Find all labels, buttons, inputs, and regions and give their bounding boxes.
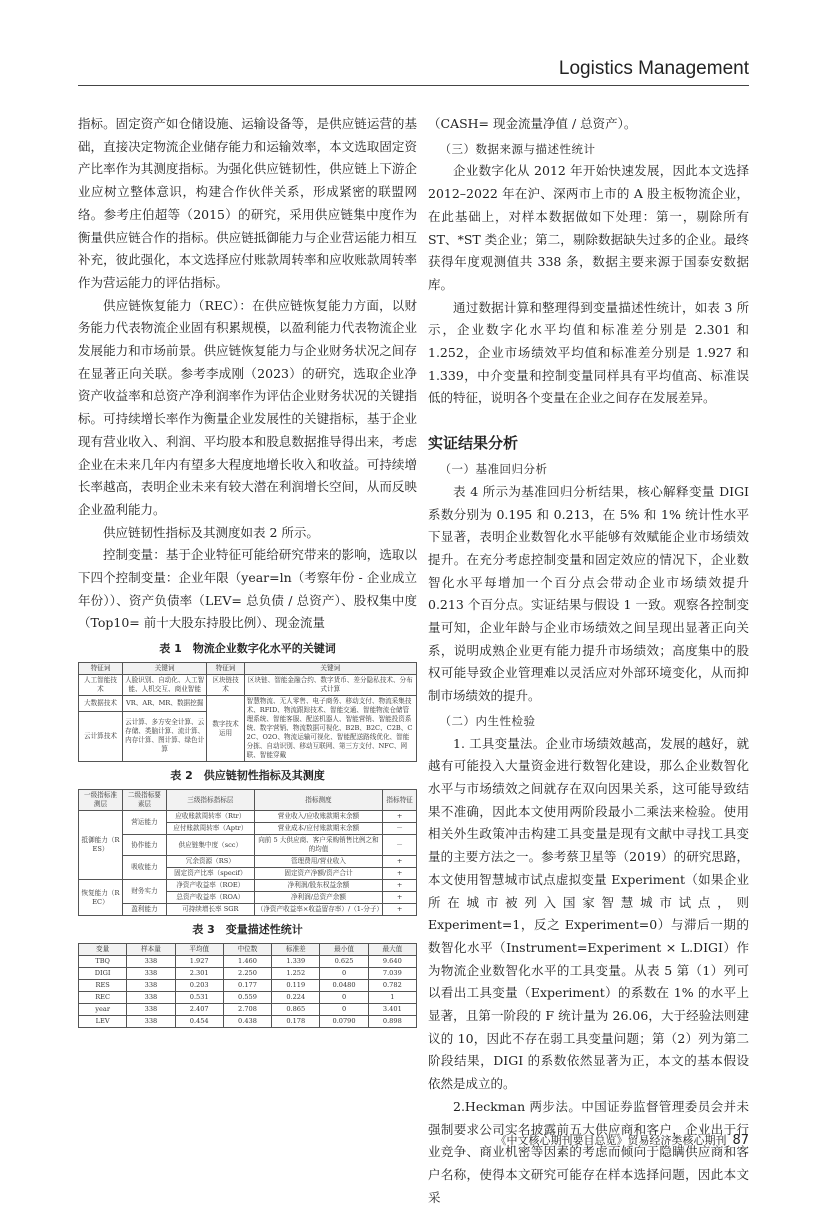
table3-caption: 表 3 变量描述性统计 [192, 923, 303, 937]
table-header: 特征词 [79, 663, 123, 675]
table-header: 指标测度 [254, 790, 382, 811]
table-cell: 0.0790 [320, 1016, 368, 1028]
table-cell: 0.865 [272, 1004, 320, 1016]
table-cell: 净资产收益率（ROE） [166, 880, 254, 892]
table-cell: 管理费用/营业收入 [254, 856, 382, 868]
journal-title: Logistics Management [558, 58, 749, 79]
table-cell: 固定资产比率（specif） [166, 868, 254, 880]
table-cell: 协作能力 [122, 835, 166, 856]
paragraph: 供应链恢复能力（REC）：在供应链恢复能力方面，以财务能力代表物流企业固有积累规模，以盈利能力代表物流企业发展能力和市场前景。供应链恢复能力与企业财务状况之间存在显著正向关联。参考李成刚（2023）的研究，选取企业净资产收益率和总资产净利润率作为评估企业财务状况的关键指标。可持续增长率作为衡量企业发展性的关键指标，基于企业现有营业收入、利润、平均股本和股息数据推导得出来，考虑企业在未来几年内有望多大程度地增长收入和收益。可持续增长率越高，表明企业未来有较大潜在利润增长空间，从而反映企业盈利能力。 [78, 297, 417, 517]
paragraph: 2.Heckman 两步法。中国证券监督管理委员会并未强制要求公司实名披露前五大供应商和客户，企业出于行业竞争、商业机密等因素的考虑而倾向于隐瞒供应商和客户名称，使得本文研究可能存在样本选择问题，因此本文采 [428, 1098, 749, 1205]
table-cell: 冗余资源（RS） [166, 856, 254, 868]
table1-caption: 表 1 物流企业数字化水平的关键词 [159, 642, 336, 656]
table-cell: 恢复能力（REC） [79, 880, 123, 916]
table-cell: 应收账款周转率（Rtr） [166, 811, 254, 823]
table-cell: 2.301 [175, 968, 223, 980]
table-cell: 0.203 [175, 980, 223, 992]
footer-text: 《中文核心期刊要目总览》贸易经济类核心期刊 [495, 1134, 727, 1147]
table-cell: 云计算技术 [79, 711, 123, 761]
table-cell: 数字技术运用 [207, 696, 244, 762]
table-cell: 抵御能力（RES） [79, 811, 123, 880]
table-cell: + [383, 868, 417, 880]
table-cell: 0.438 [223, 1016, 271, 1028]
table-header: 变量 [79, 944, 127, 956]
table-row [79, 1016, 417, 1028]
page-number: 87 [732, 1133, 749, 1148]
table-cell: 智慧物流、无人零售、电子商务、移动支付、物流采集技术、RFID、物流跟踪技术、智能交通、智能物流仓储管理系统、智能客服、配送机器人、智能营销、智能投资系统、数字营销、物流数据可视化、B2B、B2C、C2B、C2C、O2O、物流运输可视化、智能配送路线优化、智能分拣、自动识别、移动互联网、第三方支付、NFC、网联、智能穿戴 [244, 696, 416, 762]
table-cell: + [383, 811, 417, 823]
table-cell: RES [79, 980, 127, 992]
table-cell: 营业收入/应收账款期末余额 [254, 811, 382, 823]
table-cell: 人脸识别、自动化、人工智能、人机交互、商业智能 [122, 675, 207, 696]
table-row [79, 956, 417, 968]
table-header: 平均值 [175, 944, 223, 956]
table-header: 一级指标准测层 [79, 790, 123, 811]
paragraph: 通过数据计算和整理得到变量描述性统计，如表 3 所示，企业数字化水平均值和标准差分别是 2.301 和 1.252，企业市场绩效平均值和标准差分别是 1.927 和 1.339，中介变量和控制变量同样具有平均值高、标准误低的特征，说明各个变量在企业之间存在发展差异。 [428, 299, 749, 406]
paragraph: 供应链韧性指标及其测度如表 2 所示。 [103, 524, 319, 540]
table-cell: 向前 5 大供应商、客户采购销售比例之和的均值 [254, 835, 382, 856]
table-cell: 0 [320, 1004, 368, 1016]
table-cell: TBQ [79, 956, 127, 968]
table-cell: + [383, 880, 417, 892]
table-cell: 0 [320, 968, 368, 980]
table-header: 最小值 [320, 944, 368, 956]
table-cell: 338 [127, 956, 175, 968]
table-cell: 营运能力 [122, 811, 166, 835]
header-rule [78, 85, 749, 86]
table-cell: 0.898 [368, 1016, 416, 1028]
table-cell: 财务实力 [122, 880, 166, 904]
table-header: 最大值 [368, 944, 416, 956]
table-cell: 净利润/股东权益余额 [254, 880, 382, 892]
table-cell: 总资产收益率（ROA） [166, 892, 254, 904]
table-cell: 0.0480 [320, 980, 368, 992]
table-cell: 0.224 [272, 992, 320, 1004]
table-cell: 营业成本/应付账款期末余额 [254, 823, 382, 835]
table-cell: 1.927 [175, 956, 223, 968]
table-cell: 0.177 [223, 980, 271, 992]
subsection-title: （三）数据来源与描述性统计 [439, 141, 596, 156]
paragraph: 指标。固定资产如仓储设施、运输设备等，是供应链运营的基础，直接决定物流企业储存能力和运输效率，本文选取固定资产比率作为其测度指标。为强化供应链韧性，供应链上下游企业应树立整体意识，构建合作伙伴关系，形成紧密的联盟网络。参考庄伯超等（2015）的研究，采用供应链集中度作为衡量供应链合作的指标。供应链抵御能力与企业营运能力相互补充，彼此强化，本文选择应付账款周转率和应收账款周转率作为营运能力的评估指标。 [78, 116, 417, 290]
subsection-title: （二）内生性检验 [439, 713, 536, 728]
table-cell: DIGI [79, 968, 127, 980]
table-header: 指标特征 [383, 790, 417, 811]
table-row [79, 1004, 417, 1016]
table-cell: 供应链集中度（scc） [166, 835, 254, 856]
table-cell: 0.119 [272, 980, 320, 992]
paragraph: 表 4 所示为基准回归分析结果，核心解释变量 DIGI 系数分别为 0.195 和 0.213，在 5% 和 1% 统计性水平下显著，表明企业数智化水平能够有效赋能企业市场绩效提升。在充分考虑控制变量和固定效应的情况下，企业数智化水平每增加一个百分点会带动企业市场绩效提升 0.213 个百分点。实证结果与假设 1 一致。观察各控制变量可知，企业年龄与企业市场绩效之间呈现出显著正向关系，说明成熟企业更有能力提升市场绩效；高度集中的股权可能导致企业管理难以灵活应对外部环境变化，从而抑制市场绩效的提升。 [428, 483, 749, 704]
table-cell: LEV [79, 1016, 127, 1028]
table-cell: 1.252 [272, 968, 320, 980]
table-cell: 吸收能力 [122, 856, 166, 880]
table-cell: 区块链技术 [207, 675, 244, 696]
page-footer [495, 1132, 749, 1148]
table-header: 三级指标指标层 [166, 790, 254, 811]
table-cell: 338 [127, 1004, 175, 1016]
table-header: 中位数 [223, 944, 271, 956]
table-header: 特征词 [207, 663, 244, 675]
table-cell: 7.039 [368, 968, 416, 980]
table-cell: 净利润/总资产余额 [254, 892, 382, 904]
table-cell: VR、AR、MR、数据挖掘 [122, 696, 207, 712]
table-cell: 1.339 [272, 956, 320, 968]
table2 [78, 789, 417, 916]
table-cell: 区块链、智能金融合约、数字货币、差分隐私技术、分布式计算 [244, 675, 416, 696]
table-header: 关键词 [122, 663, 207, 675]
table-cell: － [383, 823, 417, 835]
table-cell: 0.625 [320, 956, 368, 968]
table-header: 关键词 [244, 663, 416, 675]
table-row [79, 968, 417, 980]
table-cell: 338 [127, 992, 175, 1004]
table-cell: 1.460 [223, 956, 271, 968]
table-cell: 0.178 [272, 1016, 320, 1028]
table-cell: 338 [127, 980, 175, 992]
table-cell: 338 [127, 968, 175, 980]
table-cell: 盈利能力 [122, 904, 166, 916]
table-cell: 云计算、多方安全计算、云存储、类脑计算、流计算、内存计算、图计算、绿色计算 [122, 711, 207, 761]
table-cell: + [383, 892, 417, 904]
table-cell: 应付账款周转率（Aptr） [166, 823, 254, 835]
paragraph: （CASH= 现金流量净值 / 总资产）。 [428, 116, 637, 131]
table-cell: 2.250 [223, 968, 271, 980]
table3 [78, 943, 417, 1028]
table-cell: 人工智能技术 [79, 675, 123, 696]
table-cell: 0.531 [175, 992, 223, 1004]
table-cell: 2.407 [175, 1004, 223, 1016]
table-cell: + [383, 904, 417, 916]
table-header: 标准差 [272, 944, 320, 956]
section-title: 实证结果分析 [428, 434, 519, 453]
table-cell: （净资产收益率×收益留存率）/（1-分子） [254, 904, 382, 916]
paragraph: 企业数字化从 2012 年开始快速发展，因此本文选择 2012–2022 年在沪、深两市上市的 A 股主板物流企业，在此基础上，对样本数据做如下处理：第一，剔除所有 ST、*ST 类企业；第二，剔除数据缺失过多的企业。最终获得年度观测值共 338 条，数据主要来源于国泰安数据库。 [428, 163, 749, 292]
table-cell: 0.454 [175, 1016, 223, 1028]
table2-caption: 表 2 供应链韧性指标及其测度 [170, 769, 325, 783]
table-cell: REC [79, 992, 127, 1004]
table-row [79, 992, 417, 1004]
table-header: 样本量 [127, 944, 175, 956]
table-cell: 9.640 [368, 956, 416, 968]
table-cell: 338 [127, 1016, 175, 1028]
table-cell: 2.708 [223, 1004, 271, 1016]
table1 [78, 662, 417, 762]
table-cell: 3.401 [368, 1004, 416, 1016]
table-cell: 0 [320, 992, 368, 1004]
table-row [79, 980, 417, 992]
paragraph: 控制变量：基于企业特征可能给研究带来的影响，选取以下四个控制变量：企业年限（year=ln（考察年份 - 企业成立年份））、资产负债率（LEV= 总负债 / 总资产）、股权集中度（Top10= 前十大股东持股比例）、现金流量 [78, 547, 417, 631]
table-cell: 0.559 [223, 992, 271, 1004]
table-cell: － [383, 835, 417, 856]
table-cell: 大数据技术 [79, 696, 123, 712]
table-cell: 可持续增长率 SGR [166, 904, 254, 916]
paragraph: 1. 工具变量法。企业市场绩效越高，发展的越好，就越有可能投入大量资金进行数智化建设，那么企业数智化水平与市场绩效之间就存在双向因果关系，这可能导致结果不准确，因此本文使用两阶段最小二乘法来检验。使用相关外生政策冲击构建工具变量是现有文献中寻找工具变量的主要方法之一。参考蔡卫星等（2019）的研究思路，本文使用智慧城市试点虚拟变量 Experiment（如果企业所在城市被列入国家智慧城市试点，则 Experiment=1，反之 Experiment=0）与滞后一期的数智化水平（Instrument=Experiment × L.DIGI）作为物流企业数智化水平的工具变量。从表 5 第（1）列可以看出工具变量（Experiment）的系数在 1% 的水平上显著，且第一阶段的 F 统计量为 26.06，大于经验法则建议的 10，因此不存在弱工具变量问题；第（2）列为第二阶段结果，DIGI 的系数依然显著为正，本文的基本假设依然是成立的。 [428, 735, 749, 1092]
table-cell: year [79, 1004, 127, 1016]
table-cell: 1 [368, 992, 416, 1004]
left-column [78, 113, 417, 1028]
table-cell: + [383, 856, 417, 868]
table-cell: 固定资产净额/资产合计 [254, 868, 382, 880]
table-cell: 0.782 [368, 980, 416, 992]
right-column [428, 113, 749, 1209]
subsection-title: （一）基准回归分析 [439, 462, 548, 477]
table-header: 二级指标要素层 [122, 790, 166, 811]
